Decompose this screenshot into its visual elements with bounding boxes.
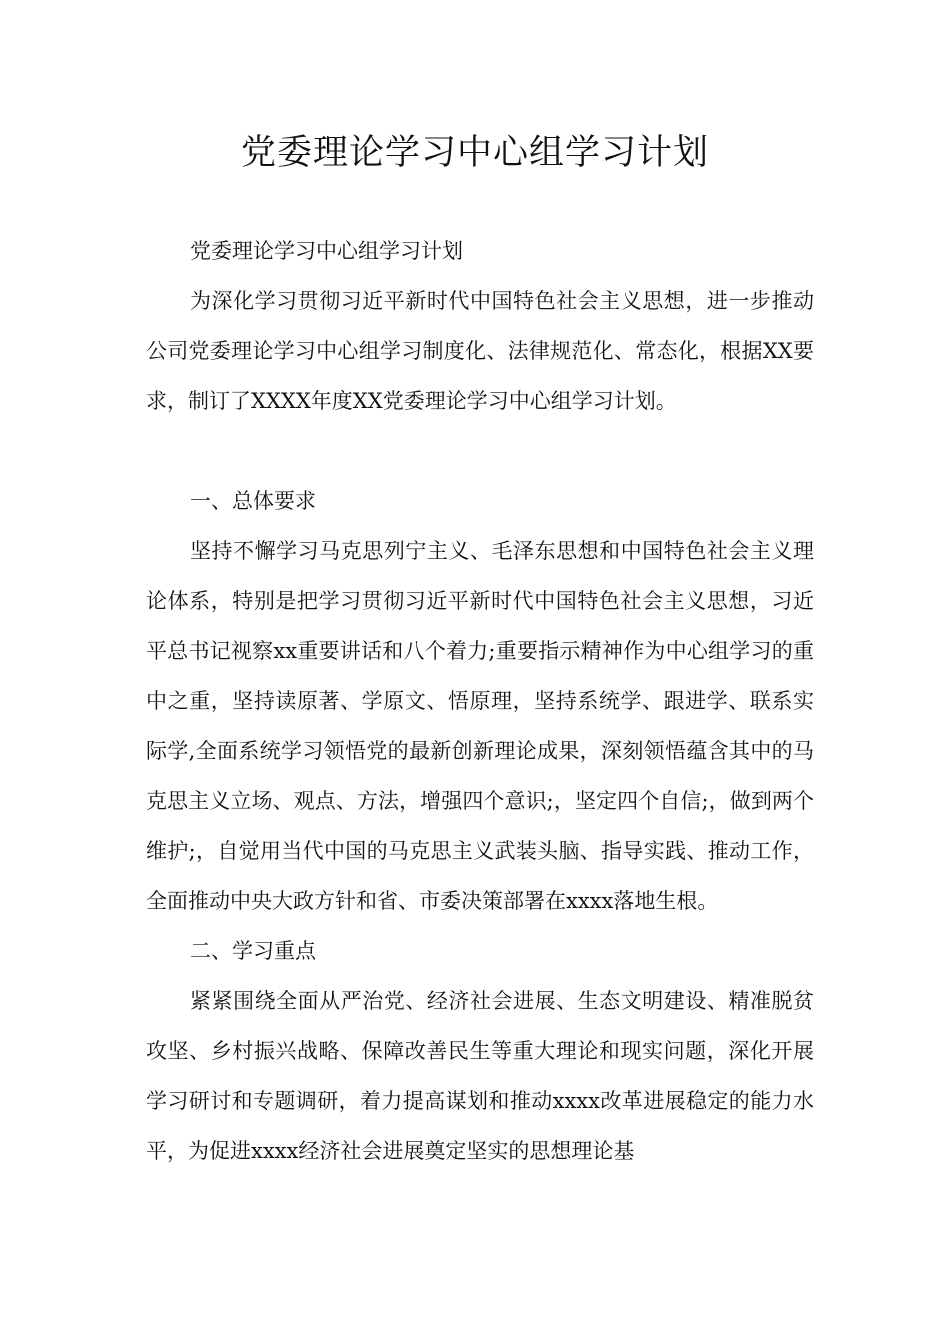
document-body: [146, 226, 814, 1176]
general-requirements-paragraph: 坚持不懈学习马克思列宁主义、毛泽东思想和中国特色社会主义理论体系，特别是把学习贯彻习近平新时代中国特色社会主义思想，习近平总书记视察xx重要讲话和八个着力;重要指示精神作为中心组学习的重中之重，坚持读原著、学原文、悟原理，坚持系统学、跟进学、联系实际学,全面系统学习领悟党的最新创新理论成果，深刻领悟蕴含其中的马克思主义立场、观点、方法，增强四个意识;，坚定四个自信;，做到两个维护;，自觉用当代中国的马克思主义武装头脑、指导实践、推动工作，全面推动中央大政方针和省、市委决策部署在xxxx落地生根。: [146, 539, 814, 913]
section-heading-general-requirements: 一、总体要求: [190, 489, 316, 513]
study-focus-paragraph: 紧紧围绕全面从严治党、经济社会进展、生态文明建设、精准脱贫攻坚、乡村振兴战略、保障改善民生等重大理论和现实问题，深化开展学习研讨和专题调研，着力提高谋划和推动xxxx改革进展稳定的能力水平，为促进xxxx经济社会进展奠定坚实的思想理论基: [146, 989, 814, 1163]
intro-paragraph: 为深化学习贯彻习近平新时代中国特色社会主义思想，进一步推动公司党委理论学习中心组学习制度化、法律规范化、常态化，根据XX要求，制订了XXXX年度XX党委理论学习中心组学习计划。: [146, 289, 814, 413]
document-title: 党委理论学习中心组学习计划: [240, 133, 709, 173]
subtitle-paragraph: 党委理论学习中心组学习计划: [190, 239, 463, 263]
section-heading-study-focus: 二、学习重点: [190, 939, 316, 963]
